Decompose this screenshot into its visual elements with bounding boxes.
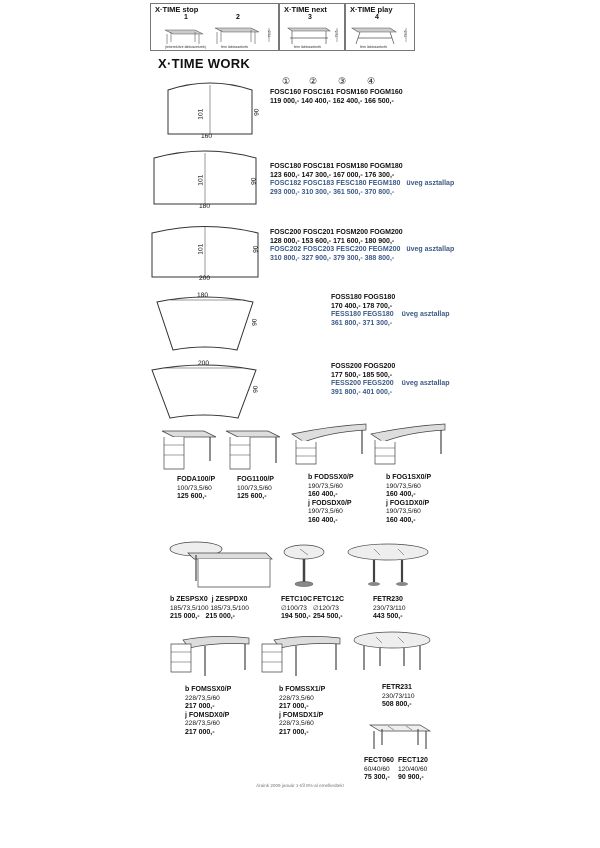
product-code: FODA100/P bbox=[177, 476, 216, 483]
product-price-2: 215 000,- bbox=[205, 613, 236, 620]
header-next bbox=[279, 3, 345, 51]
code: FESS200 bbox=[331, 380, 361, 388]
product-dim: ∅100/73 bbox=[281, 604, 307, 612]
product-code: b FOG1SX0/P bbox=[386, 474, 432, 481]
desk-160-codes bbox=[270, 89, 403, 106]
foda100-drawing bbox=[160, 425, 220, 475]
code: FOSC202 bbox=[270, 246, 302, 254]
price: 379 300,- bbox=[333, 254, 363, 262]
code: FOSM200 bbox=[336, 229, 369, 236]
desk-160-depth2: 90 bbox=[253, 108, 261, 116]
code: FOSC203 bbox=[303, 246, 335, 254]
price: 119 000,- bbox=[270, 97, 300, 105]
code: FOSC160 bbox=[270, 89, 302, 96]
variant-3-caption: fém lábtoszekrék bbox=[294, 45, 322, 49]
price: 140 400,- bbox=[301, 97, 331, 105]
stop-height-dim: 73,5 bbox=[267, 30, 272, 38]
product-dim-2: 190/73,5/60 bbox=[386, 508, 421, 516]
desk-180-depth2: 90 bbox=[250, 177, 258, 185]
price: 391 800,- bbox=[331, 388, 361, 396]
product-price: 217 000,- bbox=[185, 703, 215, 710]
fect120-info bbox=[398, 757, 428, 783]
price: 401 000,- bbox=[362, 388, 393, 396]
product-price-2: 160 400,- bbox=[386, 516, 416, 524]
code: FEGM200 bbox=[368, 246, 401, 254]
product-dim: 230/73/110 bbox=[373, 604, 406, 612]
variant-circle-4: ④ bbox=[367, 76, 376, 86]
code: FEGS180 bbox=[362, 311, 394, 319]
header-play bbox=[345, 3, 415, 51]
desk-seg180-width: 180 bbox=[197, 292, 209, 299]
price: 147 300,- bbox=[301, 171, 332, 179]
fetc12c-info bbox=[313, 596, 344, 622]
price: 310 800,- bbox=[270, 254, 300, 262]
product-code: FECT060 bbox=[364, 757, 394, 764]
code: FOGM180 bbox=[370, 163, 403, 170]
product-dim-2: 228/73,5/60 bbox=[279, 720, 314, 728]
code: FOSC180 bbox=[270, 163, 302, 170]
price: 371 300,- bbox=[362, 319, 393, 327]
fetr230-drawing bbox=[344, 540, 434, 590]
fetr231-drawing bbox=[350, 628, 440, 678]
code: FOSS180 bbox=[331, 294, 362, 301]
fodssx0-drawing bbox=[290, 420, 370, 470]
price: 171 600,- bbox=[333, 237, 363, 245]
code: FOGM200 bbox=[370, 229, 403, 236]
product-price: 194 500,- bbox=[281, 613, 311, 620]
product-code-2: j FOMSDX1/P bbox=[279, 711, 324, 719]
price: 123 600,- bbox=[270, 171, 300, 179]
product-code-2: j FOMSDX0/P bbox=[185, 711, 230, 719]
product-price: 125 600,- bbox=[177, 493, 207, 500]
page-title: X·TIME WORK bbox=[158, 56, 251, 71]
product-code: FETR231 bbox=[382, 684, 412, 691]
fog1100-info bbox=[237, 476, 274, 502]
product-dim: 100/73,5/60 bbox=[177, 484, 212, 492]
product-price: 125 600,- bbox=[237, 493, 267, 500]
header-stop bbox=[150, 3, 279, 51]
price: 128 000,- bbox=[270, 237, 300, 245]
fomssx1-drawing bbox=[256, 630, 346, 690]
price: 176 300,- bbox=[364, 171, 395, 179]
product-dim: 230/73/110 bbox=[382, 692, 415, 700]
price: 167 000,- bbox=[333, 171, 363, 179]
fomssx1-info bbox=[279, 686, 325, 737]
price: 361 800,- bbox=[331, 319, 361, 327]
code: FOGS200 bbox=[363, 363, 396, 370]
product-code: b FODSSX0/P bbox=[308, 474, 354, 481]
product-price-2: 217 000,- bbox=[185, 728, 215, 736]
product-code: FOG1100/P bbox=[237, 476, 274, 483]
desk-seg180-depth: 90 bbox=[251, 318, 259, 326]
fect-drawing bbox=[366, 715, 436, 755]
glass-note: üveg asztallap bbox=[401, 311, 450, 319]
next-height-dim: 73,5 bbox=[334, 30, 339, 38]
variant-1-number: 1 bbox=[184, 14, 188, 21]
header-next-title: X·TIME next bbox=[284, 5, 327, 14]
desk-200-codes bbox=[270, 229, 454, 263]
fetr231-info bbox=[382, 684, 415, 710]
product-dim-2: 185/73,5/100 bbox=[210, 604, 249, 612]
price: 327 900,- bbox=[301, 254, 332, 262]
desk-seg180-drawing bbox=[155, 298, 265, 358]
price-footer-note: Áraink 2009 január 1-től 8%-al emelkedtek! bbox=[256, 783, 344, 788]
desk-seg180-codes bbox=[331, 294, 450, 328]
code: FOSC182 bbox=[270, 180, 302, 188]
product-dim-2: 228/73,5/60 bbox=[185, 720, 220, 728]
fog1100-drawing bbox=[224, 425, 284, 475]
code: FESS180 bbox=[331, 311, 361, 319]
product-price: 508 800,- bbox=[382, 701, 412, 708]
play-desk-drawing bbox=[346, 4, 414, 50]
fomssx0-info bbox=[185, 686, 231, 737]
zespsx0-drawing bbox=[168, 535, 278, 595]
code: FOSC161 bbox=[303, 89, 335, 96]
product-price-2: 217 000,- bbox=[279, 728, 309, 736]
product-dim: 190/73,5/60 bbox=[386, 482, 421, 490]
desk-160-drawing bbox=[160, 82, 260, 152]
next-desk-drawing bbox=[280, 4, 344, 50]
code: FESC200 bbox=[336, 246, 367, 254]
product-price: 217 000,- bbox=[279, 703, 309, 710]
product-code-2: j FODSDX0/P bbox=[308, 499, 352, 507]
product-price-2: 160 400,- bbox=[308, 516, 338, 524]
product-dim: ∅120/73 bbox=[313, 604, 339, 612]
code: FESC180 bbox=[336, 180, 367, 188]
variant-4-caption: fém lábtoszekrék bbox=[360, 45, 388, 49]
price: 293 000,- bbox=[270, 188, 300, 196]
product-dim: 120/40/60 bbox=[398, 765, 428, 773]
price: 310 300,- bbox=[301, 188, 332, 196]
product-price: 90 900,- bbox=[398, 774, 424, 781]
product-dim-2: 190/73,5/60 bbox=[308, 508, 343, 516]
price: 166 500,- bbox=[364, 97, 394, 105]
desk-seg200-depth: 90 bbox=[252, 385, 260, 393]
desk-seg200-width: 200 bbox=[198, 360, 210, 367]
glass-note: üveg asztallap bbox=[406, 246, 455, 254]
desk-180-depth1: 101 bbox=[197, 174, 205, 186]
product-code: FECT120 bbox=[398, 757, 428, 764]
price: 170 400,- bbox=[331, 302, 361, 310]
product-code-2: j ZESPDX0 bbox=[211, 596, 248, 603]
price: 370 800,- bbox=[364, 188, 395, 196]
zespsx0-info bbox=[170, 596, 249, 622]
product-code: b FOMSSX0/P bbox=[185, 686, 232, 693]
desk-180-width: 180 bbox=[199, 203, 211, 210]
product-dim: 60/40/60 bbox=[364, 765, 390, 773]
code: FOGM160 bbox=[370, 89, 403, 96]
price: 180 900,- bbox=[364, 237, 395, 245]
fect060-info bbox=[364, 757, 394, 783]
product-code: FETR230 bbox=[373, 596, 403, 603]
variant-circle-2: ② bbox=[309, 76, 318, 86]
code: FOGS180 bbox=[363, 294, 396, 301]
product-price: 160 400,- bbox=[308, 491, 338, 498]
fetr230-info bbox=[373, 596, 406, 622]
variant-2-number: 2 bbox=[236, 14, 240, 21]
desk-160-depth1: 101 bbox=[197, 108, 205, 120]
variant-1-caption: (lekerekítve lábtoszekrék) bbox=[165, 45, 206, 49]
product-dim: 190/73,5/60 bbox=[308, 482, 343, 490]
product-code: b ZESPSX0 bbox=[170, 596, 208, 603]
stop-desk-drawings bbox=[151, 4, 278, 50]
code: FOSC201 bbox=[303, 229, 335, 236]
product-dim: 100/73,5/60 bbox=[237, 484, 272, 492]
foda100-info bbox=[177, 476, 215, 502]
variant-2-caption: fém lábtoszekrék bbox=[221, 45, 249, 49]
product-price: 215 000,- bbox=[170, 613, 200, 620]
variant-circle-3: ③ bbox=[338, 76, 347, 86]
product-code: b FOMSSX1/P bbox=[279, 686, 326, 693]
desk-200-width: 200 bbox=[199, 275, 211, 282]
code: FOSM160 bbox=[336, 89, 369, 96]
play-height-dim: 73,5 bbox=[403, 30, 408, 38]
code: FOSC181 bbox=[303, 163, 335, 170]
fomssx0-drawing bbox=[165, 630, 255, 690]
header-stop-title: X·TIME stop bbox=[155, 5, 199, 14]
variant-circle-1: ① bbox=[282, 76, 291, 86]
product-code: FETC12C bbox=[313, 596, 345, 603]
price: 162 400,- bbox=[332, 97, 363, 105]
desk-160-width: 160 bbox=[201, 133, 213, 140]
price: 185 500,- bbox=[362, 371, 393, 379]
price: 361 500,- bbox=[333, 188, 363, 196]
header-play-title: X·TIME play bbox=[350, 5, 393, 14]
code: FOSC200 bbox=[270, 229, 302, 236]
code: FEGS200 bbox=[362, 380, 394, 388]
fog1sx0-info bbox=[386, 474, 431, 525]
fog1sx0-drawing bbox=[369, 420, 449, 470]
variant-4-number: 4 bbox=[375, 14, 379, 21]
code: FOSM180 bbox=[336, 163, 369, 170]
glass-note: üveg asztallap bbox=[406, 180, 455, 188]
desk-180-codes bbox=[270, 163, 454, 197]
fetc10c-drawing bbox=[280, 540, 330, 590]
price: 177 500,- bbox=[331, 371, 361, 379]
product-code: FETC10C bbox=[281, 596, 313, 603]
variant-3-number: 3 bbox=[308, 14, 312, 21]
price: 388 800,- bbox=[364, 254, 395, 262]
price: 153 600,- bbox=[301, 237, 332, 245]
desk-seg200-drawing bbox=[150, 366, 260, 426]
product-dim: 228/73,5/60 bbox=[279, 694, 314, 702]
code: FOSC183 bbox=[303, 180, 335, 188]
product-price: 254 500,- bbox=[313, 613, 343, 620]
price: 178 700,- bbox=[362, 302, 393, 310]
product-code-2: j FOG1DX0/P bbox=[386, 499, 430, 507]
product-dim: 185/73,5/100 bbox=[170, 604, 209, 612]
desk-200-depth1: 101 bbox=[197, 243, 205, 255]
product-price: 75 300,- bbox=[364, 774, 390, 781]
product-dim: 228/73,5/60 bbox=[185, 694, 220, 702]
desk-200-depth2: 90 bbox=[252, 245, 260, 253]
fodssx0-info bbox=[308, 474, 354, 525]
code: FOSS200 bbox=[331, 363, 362, 370]
fetc10c-info bbox=[281, 596, 312, 622]
desk-seg200-codes bbox=[331, 363, 450, 397]
product-price: 443 500,- bbox=[373, 613, 403, 620]
code: FEGM180 bbox=[368, 180, 401, 188]
product-price: 160 400,- bbox=[386, 491, 416, 498]
glass-note: üveg asztallap bbox=[401, 380, 450, 388]
